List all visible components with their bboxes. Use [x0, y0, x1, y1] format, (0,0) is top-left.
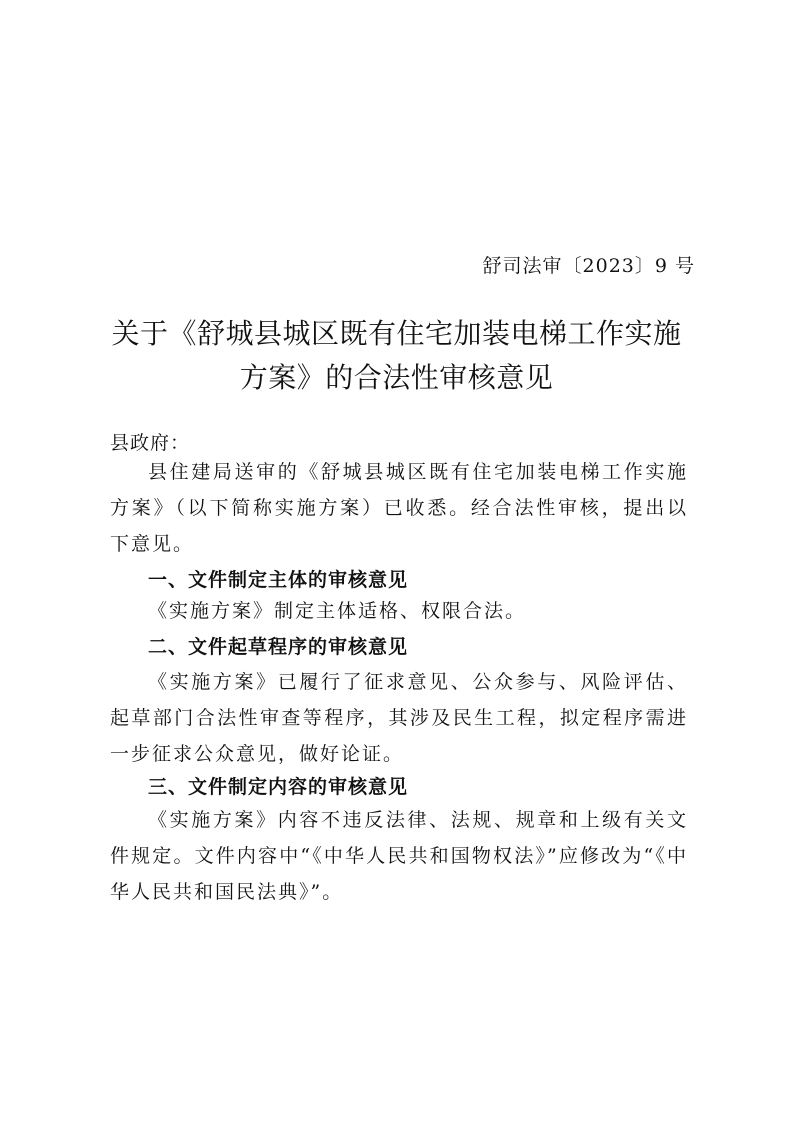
section-content-content: 《实施方案》内容不违反法律、法规、规章和上级有关文件规定。文件内容中“《中华人民共和国物权法》”应修改为“《中华人民共和国民法典》”。: [110, 809, 688, 903]
document-title-line-2: 方案》的合法性审核意见: [239, 361, 554, 394]
intro-paragraph: 县住建局送审的《舒城县城区既有住宅加装电梯工作实施方案》（以下简称实施方案）已收悉。经合法性审核，提出以下意见。: [110, 461, 688, 555]
section-content-subject: 《实施方案》制定主体适格、权限合法。: [148, 600, 527, 622]
document-title-line-1: 关于《舒城县城区既有住宅加装电梯工作实施: [111, 317, 682, 350]
document-title: [90, 312, 703, 400]
section-content-procedure: 《实施方案》已履行了征求意见、公众参与、风险评估、起草部门合法性审查等程序，其涉及民生工程，拟定程序需进一步征求公众意见，做好论证。: [110, 671, 688, 765]
section-heading-procedure: 二、文件起草程序的审核意见: [148, 636, 409, 658]
document-number: 舒司法审〔2023〕9 号: [482, 255, 695, 277]
section-heading-content: 三、文件制定内容的审核意见: [148, 776, 409, 798]
section-heading-subject: 一、文件制定主体的审核意见: [148, 569, 409, 591]
salutation: 县政府：: [110, 432, 191, 454]
